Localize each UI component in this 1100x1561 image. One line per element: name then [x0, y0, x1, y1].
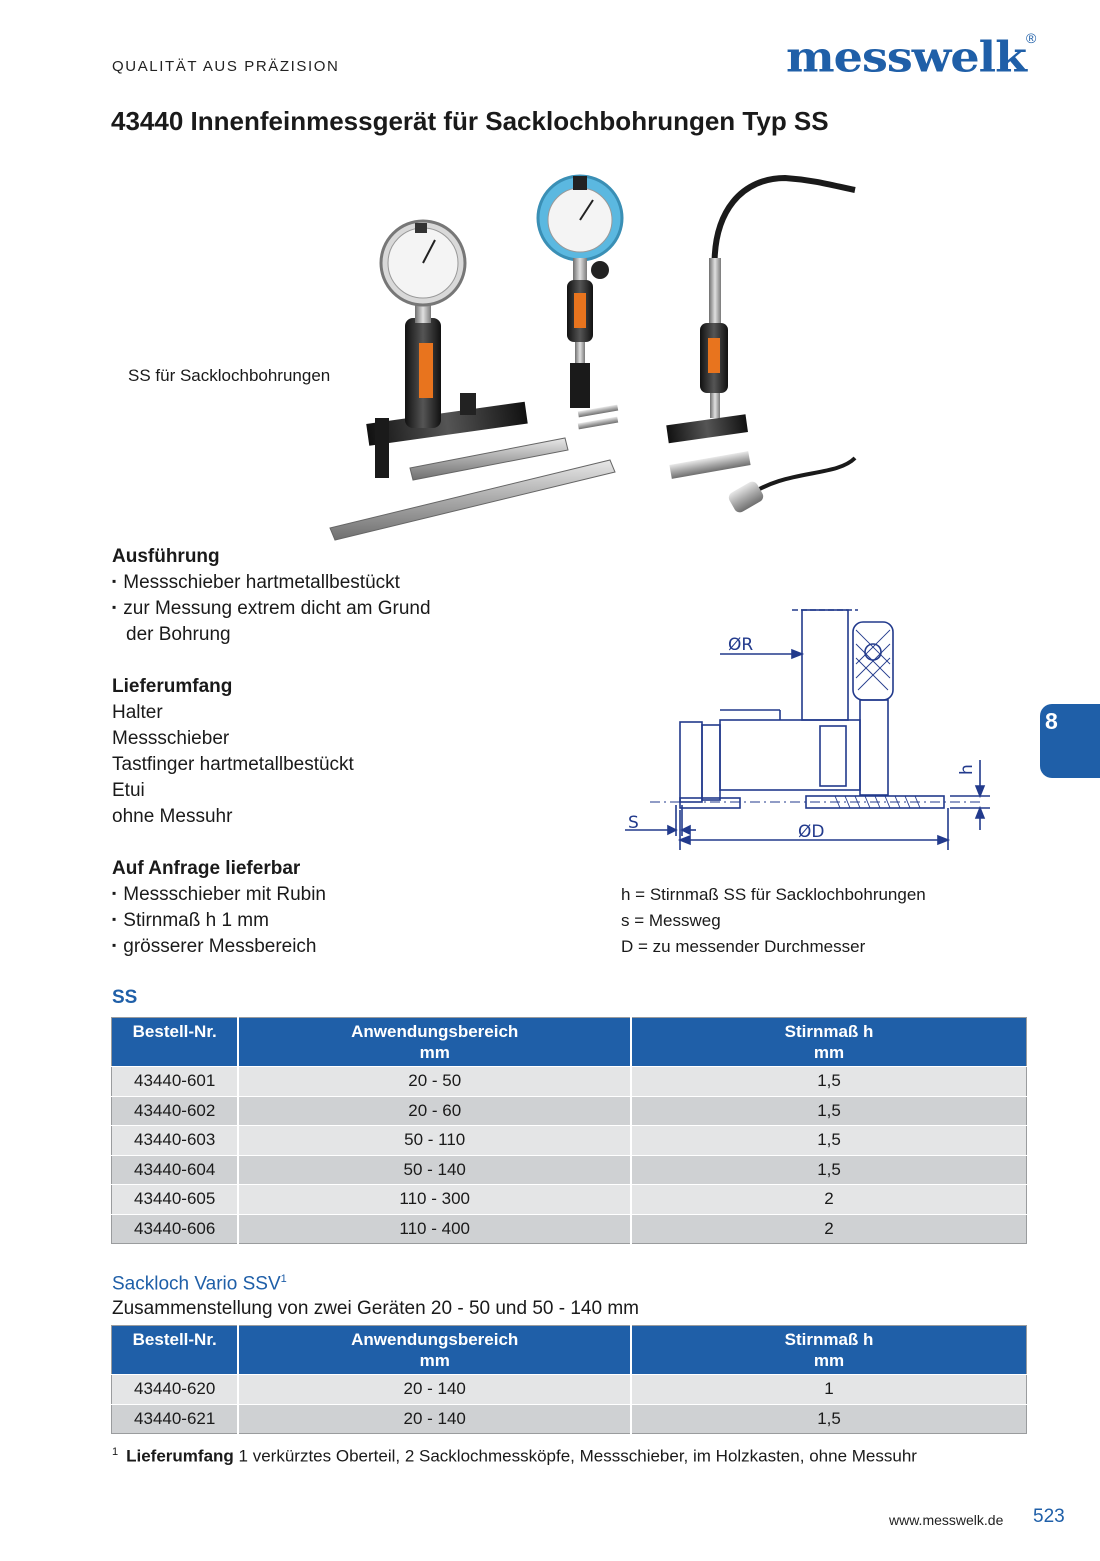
table-header-row: [112, 1018, 1027, 1067]
anfrage-item: ▪ Messschieber mit Rubin: [112, 884, 326, 906]
table-row: 43440-603 50 - 110 1,5: [112, 1126, 1027, 1156]
lieferumfang-item: Tastfinger hartmetallbestückt: [112, 754, 354, 775]
header-anwendungsbereich: Anwendungsbereich mm: [238, 1018, 631, 1067]
technical-drawing: [620, 600, 1000, 860]
ausfuehrung-heading: Ausführung: [112, 546, 220, 567]
table-ssv: [111, 1325, 1027, 1434]
page-title: 43440 Innenfeinmessgerät für Sacklochbohrungen Typ SS: [111, 106, 829, 136]
label-h: h: [957, 764, 977, 775]
lieferumfang-item: Etui: [112, 780, 145, 801]
product-photo: [315, 168, 875, 548]
page-number: 523: [1033, 1506, 1065, 1527]
table-row: 43440-606 110 - 400 2: [112, 1214, 1027, 1244]
table-row: 43440-621 20 - 140 1,5: [112, 1404, 1027, 1434]
ausfuehrung-item: ▪ zur Messung extrem dicht am Grund: [112, 598, 431, 620]
anfrage-item: ▪ Stirnmaß h 1 mm: [112, 910, 269, 932]
header-anwendungsbereich: Anwendungsbereich mm: [238, 1326, 631, 1375]
table-row: 43440-604 50 - 140 1,5: [112, 1155, 1027, 1185]
table-header-row: [112, 1326, 1027, 1375]
footnote: $^1$ Lieferumfang 1 verkürztes Oberteil, 2 Sacklochmessköpfe, Messschieber, im Holzkasten, ohne Messuhr: [112, 1446, 917, 1466]
table-row: 43440-605 110 - 300 2: [112, 1185, 1027, 1215]
legend-item: D = zu messender Durchmesser: [621, 937, 866, 956]
brand-logo: messwelk: [786, 32, 1026, 82]
table2-title: Sackloch Vario SSV$^1$: [112, 1273, 287, 1295]
legend-item: h = Stirnmaß SS für Sacklochbohrungen: [621, 885, 926, 904]
table-row: 43440-601 20 - 50 1,5: [112, 1067, 1027, 1097]
ausfuehrung-item: der Bohrung: [126, 624, 231, 645]
label-r: ØR: [728, 635, 754, 655]
website-link[interactable]: www.messwelk.de: [889, 1512, 1004, 1528]
chapter-tab-label: 8: [1045, 708, 1058, 734]
header-stirnmass: Stirnmaß h mm: [631, 1326, 1026, 1375]
legend-item: s = Messweg: [621, 911, 721, 930]
table-row: 43440-602 20 - 60 1,5: [112, 1096, 1027, 1126]
anfrage-item: ▪ grösserer Messbereich: [112, 936, 317, 958]
registered-mark: ®: [1026, 30, 1037, 46]
header-stirnmass: Stirnmaß h mm: [631, 1018, 1026, 1067]
label-d: ØD: [798, 822, 825, 842]
lieferumfang-item: Halter: [112, 702, 163, 723]
table2-subtitle: Zusammenstellung von zwei Geräten 20 - 50 und 50 - 140 mm: [112, 1298, 639, 1319]
label-s: S: [628, 813, 639, 833]
lieferumfang-item: Messschieber: [112, 728, 230, 749]
table-row: 43440-620 20 - 140 1: [112, 1375, 1027, 1405]
anfrage-heading: Auf Anfrage lieferbar: [112, 858, 301, 879]
table-ss: [111, 1017, 1027, 1244]
table1-title: SS: [112, 987, 138, 1008]
tagline: QUALITÄT AUS PRÄZISION: [112, 58, 340, 75]
header-bestell-nr: Bestell-Nr.: [112, 1326, 239, 1375]
photo-caption: SS für Sacklochbohrungen: [128, 366, 331, 385]
ausfuehrung-item: ▪ Messschieber hartmetallbestückt: [112, 572, 400, 594]
lieferumfang-item: ohne Messuhr: [112, 806, 233, 827]
header-bestell-nr: Bestell-Nr.: [112, 1018, 239, 1067]
lieferumfang-heading: Lieferumfang: [112, 676, 233, 697]
